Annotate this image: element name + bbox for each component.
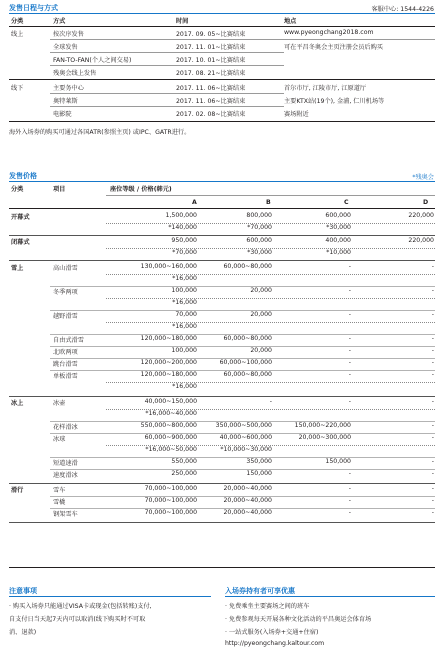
event-item: 自由式滑雪 <box>53 337 84 344</box>
place: www.pyeongchang2018.com <box>284 29 374 36</box>
time: 2017. 08. 21~比赛结束 <box>176 70 246 77</box>
paralympic-price: *16,000~50,000 <box>145 446 197 453</box>
price-value: 40,000~600,000 <box>219 434 272 441</box>
method: FAN-TO-FAN(个人之间交易) <box>53 57 132 64</box>
price-value: 60,000~80,000 <box>223 335 272 342</box>
price-value: - <box>431 311 434 318</box>
notice-line: 消、退款) <box>9 629 37 636</box>
price-value: 40,000~150,000 <box>144 398 197 405</box>
price-value: 600,000 <box>246 237 272 244</box>
price-value: 150,000 <box>246 470 272 477</box>
row-divider <box>106 382 435 383</box>
prices-title: 发售价格 <box>9 172 37 180</box>
row-divider <box>106 248 435 249</box>
paralympic-price: *70,000 <box>172 249 197 256</box>
paralympic-price: *16,000~40,000 <box>145 410 197 417</box>
price-value: 70,000~100,000 <box>144 485 197 492</box>
price-value: 350,000~500,000 <box>215 422 272 429</box>
row-divider <box>9 260 435 261</box>
time: 2017. 09. 05~比赛结束 <box>176 31 246 38</box>
price-value: 20,000~40,000 <box>223 509 272 516</box>
method: 按次序发售 <box>53 31 84 38</box>
price-value: 950,000 <box>171 237 197 244</box>
method: 残奥会线上发售 <box>53 70 97 77</box>
price-value: - <box>348 311 351 318</box>
col-header-place: 地点 <box>284 18 297 25</box>
price-value: - <box>431 470 434 477</box>
row-divider <box>106 445 435 446</box>
price-value: 550,000~800,000 <box>140 422 197 429</box>
price-value: - <box>348 335 351 342</box>
category-snow: 雪上 <box>11 265 24 272</box>
category-closing: 闭幕式 <box>11 239 30 246</box>
paralympic-price: *70,000 <box>247 224 272 231</box>
category-sliding: 滑行 <box>11 487 24 494</box>
price-value: 120,000~180,000 <box>140 335 197 342</box>
paralympic-price: *16,000 <box>172 383 197 390</box>
event-item: 越野滑雪 <box>53 313 78 320</box>
price-value: 20,000 <box>250 287 272 294</box>
place: 首尔市厅, 江陵市厅, 江原道厅 <box>284 85 367 92</box>
row-divider <box>9 396 435 397</box>
schedule-title: 发售日程与方式 <box>9 4 58 12</box>
time: 2017. 11. 06~比赛结束 <box>176 85 246 92</box>
grade-c: C <box>344 199 349 206</box>
price-value: 120,000~200,000 <box>140 359 197 366</box>
grade-d: D <box>423 199 429 206</box>
paralympic-price: *10,000~30,000 <box>220 446 272 453</box>
event-item: 冰壶 <box>53 400 66 407</box>
event-item: 钢架雪车 <box>53 511 78 518</box>
paralympic-price: *140,000 <box>168 224 197 231</box>
price-value: - <box>431 422 434 429</box>
price-value: - <box>431 359 434 366</box>
method: 电影院 <box>53 111 72 118</box>
price-value: 20,000 <box>250 311 272 318</box>
row-divider <box>106 322 435 323</box>
category-ice: 冰上 <box>11 400 24 407</box>
price-value: 20,000~40,000 <box>223 497 272 504</box>
grade-b: B <box>266 199 271 206</box>
place: 主要KTX站(19个), 金浦, 仁川机场等 <box>284 98 385 105</box>
price-value: - <box>348 347 351 354</box>
row-divider <box>106 223 435 224</box>
price-value: 600,000 <box>325 212 351 219</box>
price-value: 120,000~180,000 <box>140 371 197 378</box>
event-item: 花样滑冰 <box>53 424 78 431</box>
price-value: - <box>348 470 351 477</box>
row-divider <box>9 235 435 236</box>
benefit-line: · 免费乘坐主要赛场之间的班车 <box>225 603 310 610</box>
price-value: - <box>348 509 351 516</box>
overseas-note: 海外入场券的购买可通过各国ATR(参照主页) 或IPC、GATR进行。 <box>9 129 191 136</box>
benefit-line: · 一站式服务(入场券+交通+住宿) <box>225 629 319 636</box>
price-value: 70,000 <box>175 311 197 318</box>
time: 2017. 02. 08~比赛结束 <box>176 111 246 118</box>
event-item: 北欧两项 <box>53 349 78 356</box>
row-divider <box>9 483 435 484</box>
paralympic-price: *30,000 <box>247 249 272 256</box>
time: 2017. 11. 06~比赛结束 <box>176 98 246 105</box>
paralympic-price: *10,000 <box>326 249 351 256</box>
price-value: 250,000 <box>171 470 197 477</box>
paralympic-price: *16,000 <box>172 323 197 330</box>
header-rule <box>9 26 435 27</box>
category-offline: 线下 <box>11 85 24 92</box>
price-value: 60,000~80,000 <box>223 371 272 378</box>
method: 全球发售 <box>53 44 78 51</box>
price-value: - <box>431 458 434 465</box>
price-value: - <box>431 263 434 270</box>
price-value: - <box>431 485 434 492</box>
col-header-item: 项目 <box>53 186 66 193</box>
price-value: 70,000~100,000 <box>144 497 197 504</box>
row-divider <box>50 469 435 470</box>
price-value: 130,000~160,000 <box>140 263 197 270</box>
row-divider <box>50 286 435 287</box>
notice-line: 自支付日当天起7天内可以取消(线下购买时不可取 <box>9 616 146 623</box>
place: 可在平昌冬奥会主页注册会员后购买 <box>284 44 383 51</box>
category-opening: 开幕式 <box>11 214 30 221</box>
price-value: 350,000 <box>246 458 272 465</box>
grade-a: A <box>192 199 197 206</box>
row-divider <box>106 274 435 275</box>
col-header-method: 方式 <box>53 18 66 25</box>
col-header-seat: 座位等级 / 价格(韩元) <box>110 186 172 193</box>
event-item: 雪车 <box>53 487 66 494</box>
price-value: - <box>431 434 434 441</box>
price-value: - <box>348 497 351 504</box>
price-value: - <box>431 287 434 294</box>
time: 2017. 10. 01~比赛结束 <box>176 57 246 64</box>
price-value: - <box>348 359 351 366</box>
event-item: 高山滑雪 <box>53 265 78 272</box>
row-divider <box>50 310 435 311</box>
price-value: - <box>431 509 434 516</box>
col-header-category: 分类 <box>11 18 24 25</box>
event-item: 冰球 <box>53 436 66 443</box>
price-value: 60,000~900,000 <box>144 434 197 441</box>
price-value: - <box>431 347 434 354</box>
price-value: - <box>348 485 351 492</box>
row-divider <box>9 522 435 523</box>
price-value: 100,000 <box>171 347 197 354</box>
price-value: 20,000~40,000 <box>223 485 272 492</box>
row-divider <box>50 346 435 347</box>
price-value: - <box>431 371 434 378</box>
price-value: 20,000~300,000 <box>298 434 351 441</box>
benefits-title: 入场券持有者可享优惠 <box>225 587 295 595</box>
price-value: 60,000~100,000 <box>219 359 272 366</box>
price-value: - <box>269 398 272 405</box>
notice-title: 注意事项 <box>9 587 37 595</box>
price-value: 800,000 <box>246 212 272 219</box>
price-value: 400,000 <box>325 237 351 244</box>
event-item: 速度滑冰 <box>53 472 78 479</box>
paralympic-price: *16,000 <box>172 275 197 282</box>
category-online: 线上 <box>11 31 24 38</box>
price-value: 150,000 <box>325 458 351 465</box>
notice-line: · 购买入场券只能通过VISA卡或现金(包括转账)支付, <box>9 603 152 610</box>
price-value: - <box>348 398 351 405</box>
price-value: 220,000 <box>408 237 434 244</box>
price-value: 1,500,000 <box>165 212 197 219</box>
price-value: - <box>348 263 351 270</box>
paralympic-price: *16,000 <box>172 299 197 306</box>
price-value: 550,000 <box>171 458 197 465</box>
price-value: 100,000 <box>171 287 197 294</box>
paralympic-price: *30,000 <box>326 224 351 231</box>
method: 主要务中心 <box>53 85 84 92</box>
row-divider <box>50 457 435 458</box>
price-value: - <box>348 371 351 378</box>
price-value: 150,000~220,000 <box>294 422 351 429</box>
price-value: - <box>431 497 434 504</box>
paralympic-note: *残奥会 <box>412 174 434 181</box>
place: 赛场附近 <box>284 111 309 118</box>
event-item: 冬季两项 <box>53 289 78 296</box>
event-item: 短道速滑 <box>53 460 78 467</box>
row-divider <box>106 298 435 299</box>
price-value: 20,000 <box>250 347 272 354</box>
event-item: 雪橇 <box>53 499 66 506</box>
price-value: - <box>431 398 434 405</box>
section-divider <box>9 13 435 14</box>
event-item: 跳台滑雪 <box>53 361 78 368</box>
hotline: 客服中心: 1544-4226 <box>371 6 434 13</box>
method: 奥特莱斯 <box>53 98 78 105</box>
price-value: 220,000 <box>408 212 434 219</box>
price-value: 70,000~100,000 <box>144 509 197 516</box>
price-value: - <box>431 335 434 342</box>
event-item: 单板滑雪 <box>53 373 78 380</box>
col-header-time: 时间 <box>176 18 189 25</box>
price-value: - <box>348 287 351 294</box>
benefit-line: · 免费参观每天开展各种文化活动的平昌奥运会体育场 <box>225 616 372 623</box>
col-header-category: 分类 <box>11 186 24 193</box>
price-value: 60,000~80,000 <box>223 263 272 270</box>
row-divider <box>106 409 435 410</box>
kaltour-link[interactable]: http://pyeongchang.kaltour.com <box>225 640 325 647</box>
time: 2017. 11. 01~比赛结束 <box>176 44 246 51</box>
